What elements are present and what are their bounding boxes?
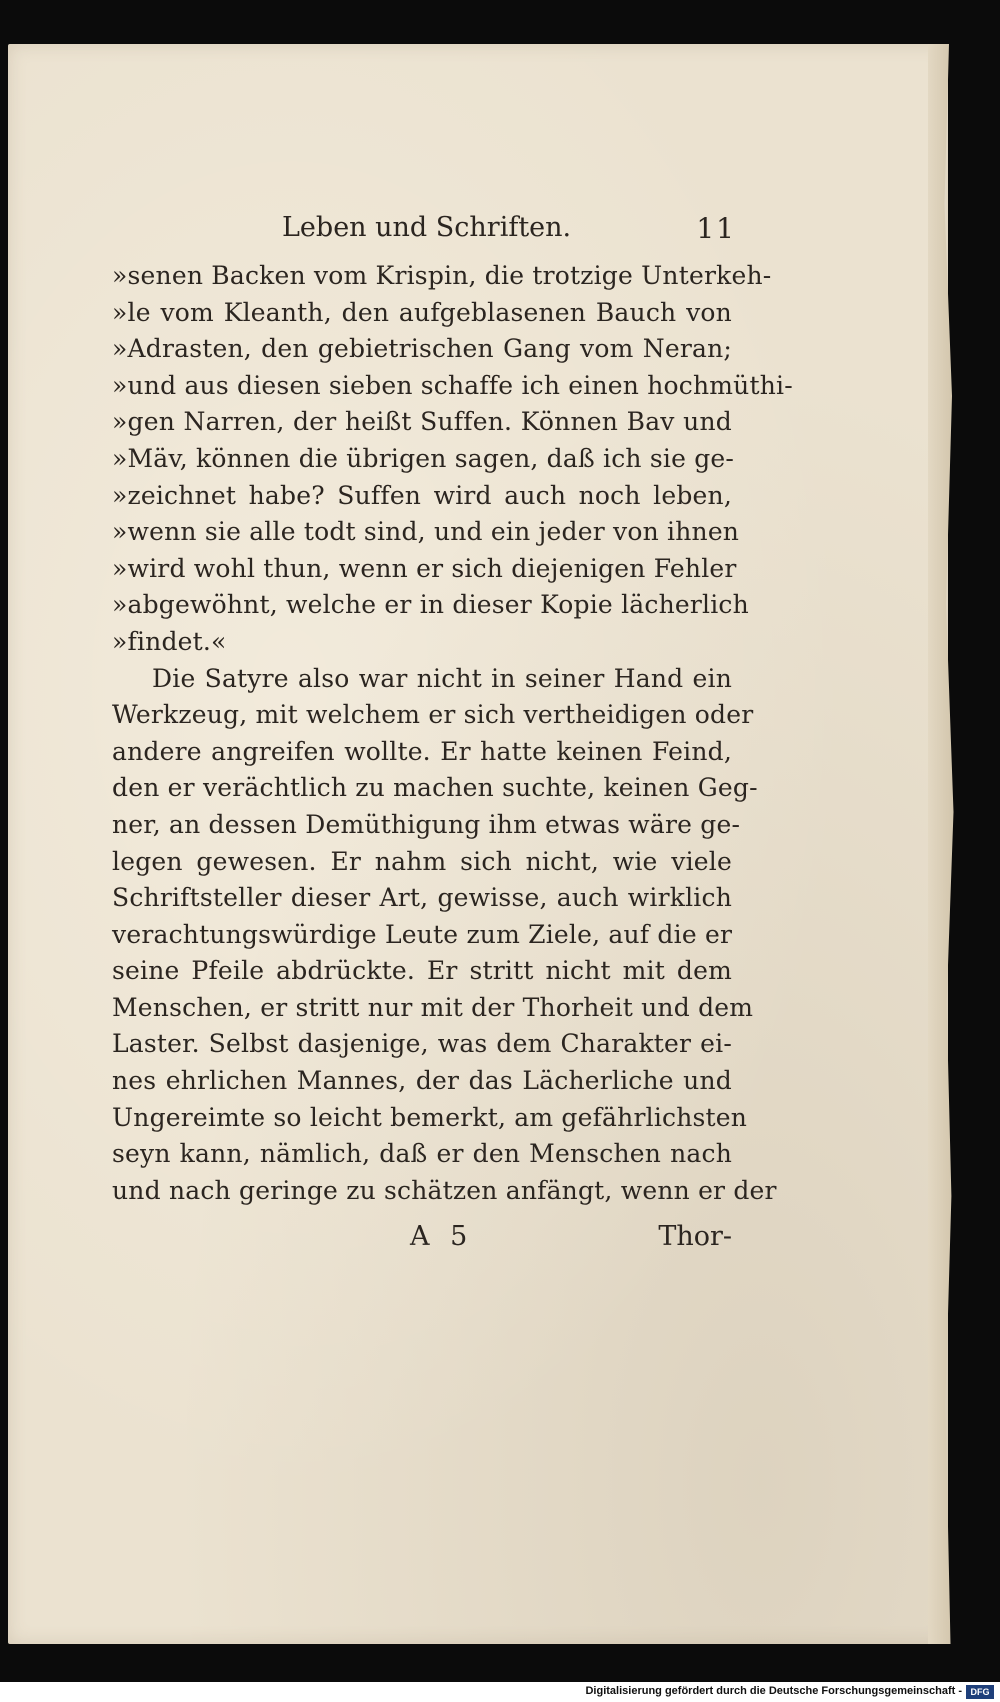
- dfg-logo-icon: DFG: [966, 1685, 994, 1699]
- text-line: »senen Backen vom Krispin, die trotzige Unterkeh-: [112, 261, 772, 290]
- text-line: und nach geringe zu schätzen anfängt, wenn er der: [112, 1175, 777, 1205]
- page-text-block: [112, 198, 793, 1261]
- credit-bar: [0, 1682, 1000, 1702]
- text-line: »le vom Kleanth, den aufgeblasenen Bauch von: [112, 297, 732, 327]
- text-line: Werkzeug, mit welchem er sich vertheidigen oder: [112, 700, 754, 730]
- text-line: Laster. Selbst dasjenige, was dem Charakter ei-: [112, 1029, 732, 1059]
- text-line: Ungereimte so leicht bemerkt, am gefährlichsten: [112, 1102, 748, 1132]
- text-line: nes ehrlichen Mannes, der das Lächerliche und: [112, 1066, 732, 1096]
- text-line: Schriftsteller dieser Art, gewisse, auch wirklich: [112, 883, 732, 913]
- text-line: Menschen, er stritt nur mit der Thorheit und dem: [112, 992, 754, 1022]
- text-line: »Adrasten, den gebietrischen Gang vom Neran;: [112, 334, 732, 364]
- text-line: seine Pfeile abdrückte. Er stritt nicht mit dem: [112, 956, 732, 986]
- page-footer: [112, 1215, 732, 1261]
- funding-credit: Digitalisierung gefördert durch die Deutsche Forschungsgemeinschaft -: [585, 1685, 962, 1697]
- signature-mark: A 5: [410, 1221, 474, 1253]
- text-line: »zeichnet habe? Suffen wird auch noch leben,: [112, 480, 732, 510]
- text-line: andere angreifen wollte. Er hatte keinen Feind,: [112, 736, 732, 766]
- running-title: Leben und Schriften.: [282, 212, 572, 243]
- text-line: ner, an dessen Demüthigung ihm etwas wäre ge-: [112, 809, 741, 839]
- text-line: »und aus diesen sieben schaffe ich einen hochmüthi-: [112, 370, 793, 400]
- page-edge: [928, 44, 958, 1644]
- running-header: [112, 198, 736, 258]
- body-text: [112, 258, 793, 1209]
- text-line: »wird wohl thun, wenn er sich diejenigen Fehler: [112, 553, 737, 583]
- text-line: den er verächtlich zu machen suchte, keinen Geg-: [112, 773, 758, 803]
- text-line: seyn kann, nämlich, daß er den Menschen nach: [112, 1139, 732, 1169]
- text-line: »gen Narren, der heißt Suffen. Können Bav und: [112, 407, 732, 437]
- text-line: »Mäv, können die übrigen sagen, daß ich sie ge-: [112, 443, 735, 473]
- paragraph-start-line: Die Satyre also war nicht in seiner Hand ein: [152, 663, 732, 693]
- text-line: »wenn sie alle todt sind, und ein jeder von ihnen: [112, 517, 740, 547]
- text-line: »findet.«: [112, 626, 227, 656]
- text-line: legen gewesen. Er nahm sich nicht, wie viele: [112, 846, 732, 876]
- text-line: verachtungswürdige Leute zum Ziele, auf die er: [112, 919, 733, 949]
- page-number: 11: [696, 212, 736, 245]
- catchword: Thor-: [658, 1221, 732, 1253]
- text-line: »abgewöhnt, welche er in dieser Kopie lächerlich: [112, 590, 749, 620]
